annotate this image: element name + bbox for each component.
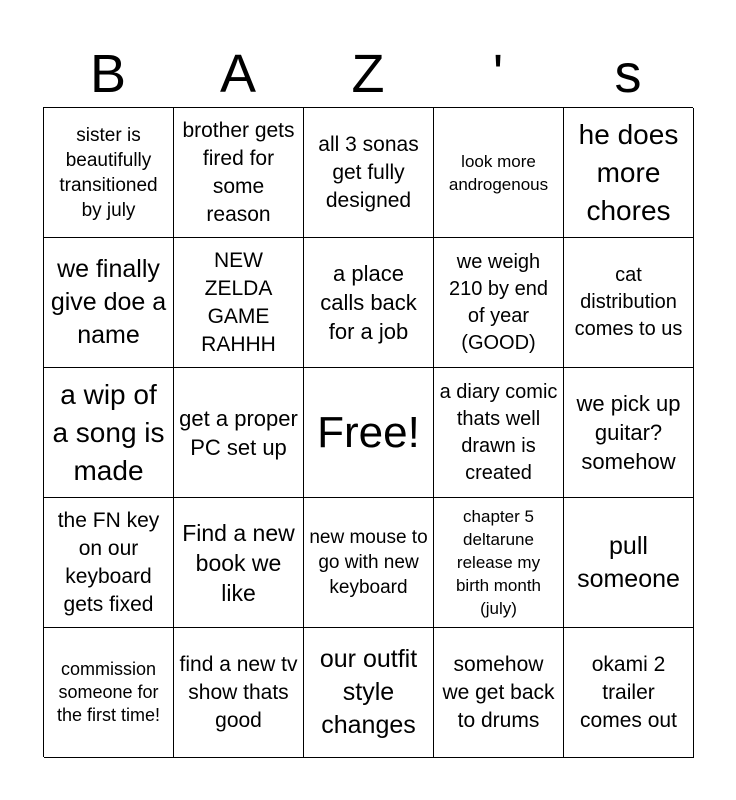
title-letter-4: ' — [492, 44, 504, 104]
title-letter-3: Z — [351, 44, 385, 104]
bingo-cell-r2c5[interactable] — [564, 238, 694, 368]
title-letter-1: B — [89, 44, 127, 104]
bingo-cell-r3c4[interactable] — [434, 368, 564, 498]
bingo-cell-r5c4[interactable] — [434, 628, 564, 758]
cell-text: NEW ZELDA GAME RAHHH — [201, 248, 276, 356]
cell-text: new mouse to go with new keyboard — [309, 527, 428, 598]
cell-text: a diary comic thats well drawn is created — [439, 380, 558, 484]
bingo-cell-r1c2[interactable] — [174, 108, 304, 238]
bingo-cell-r3c5[interactable] — [564, 368, 694, 498]
bingo-cell-r3c2[interactable] — [174, 368, 304, 498]
cell-text: all 3 sonas get fully designed — [318, 132, 419, 212]
cell-text: we finally give doe a name — [50, 255, 167, 349]
cell-text: find a new tv show thats good — [179, 652, 298, 732]
bingo-cell-r5c3[interactable] — [304, 628, 434, 758]
title-letter-5: s — [614, 44, 642, 104]
bingo-cell-free[interactable] — [304, 368, 434, 498]
bingo-cell-r4c2[interactable] — [174, 498, 304, 628]
bingo-cell-r1c1[interactable] — [44, 108, 174, 238]
cell-text: okami 2 trailer comes out — [580, 652, 677, 732]
cell-text: somehow we get back to drums — [442, 652, 555, 732]
free-space-label: Free! — [317, 407, 420, 457]
cell-text: pull someone — [577, 531, 680, 593]
bingo-cell-r1c4[interactable] — [434, 108, 564, 238]
bingo-cell-r2c4[interactable] — [434, 238, 564, 368]
cell-text: a place calls back for a job — [320, 261, 417, 344]
bingo-title — [43, 44, 693, 104]
cell-text: we weigh 210 by end of year (GOOD) — [449, 250, 548, 354]
cell-text: our outfit style changes — [319, 645, 418, 739]
cell-text: sister is beautifully transitioned by july — [59, 124, 158, 221]
bingo-cell-r1c5[interactable] — [564, 108, 694, 238]
bingo-cell-r1c3[interactable] — [304, 108, 434, 238]
bingo-cell-r5c1[interactable] — [44, 628, 174, 758]
cell-text: Find a new book we like — [182, 519, 295, 606]
bingo-cell-r2c3[interactable] — [304, 238, 434, 368]
cell-text: we pick up guitar? somehow — [576, 391, 681, 474]
cell-text: get a proper PC set up — [179, 405, 298, 460]
bingo-board — [43, 107, 693, 757]
bingo-cell-r2c2[interactable] — [174, 238, 304, 368]
cell-text: look more androgenous — [448, 151, 549, 194]
cell-text: cat distribution comes to us — [574, 264, 683, 340]
cell-text: brother gets fired for some reason — [182, 118, 295, 226]
bingo-cell-r5c2[interactable] — [174, 628, 304, 758]
cell-text: chapter 5 deltarune release my birth month (july) — [455, 507, 542, 618]
bingo-cell-r4c4[interactable] — [434, 498, 564, 628]
bingo-cell-r5c5[interactable] — [564, 628, 694, 758]
cell-text: a wip of a song is made — [52, 378, 165, 486]
cell-text: commission someone for the first time! — [56, 659, 161, 725]
bingo-cell-r4c1[interactable] — [44, 498, 174, 628]
bingo-cell-r4c3[interactable] — [304, 498, 434, 628]
bingo-cell-r4c5[interactable] — [564, 498, 694, 628]
bingo-cell-r2c1[interactable] — [44, 238, 174, 368]
cell-text: he does more chores — [578, 118, 679, 226]
title-letter-2: A — [219, 44, 257, 104]
bingo-cell-r3c1[interactable] — [44, 368, 174, 498]
cell-text: the FN key on our keyboard gets fixed — [57, 508, 160, 616]
